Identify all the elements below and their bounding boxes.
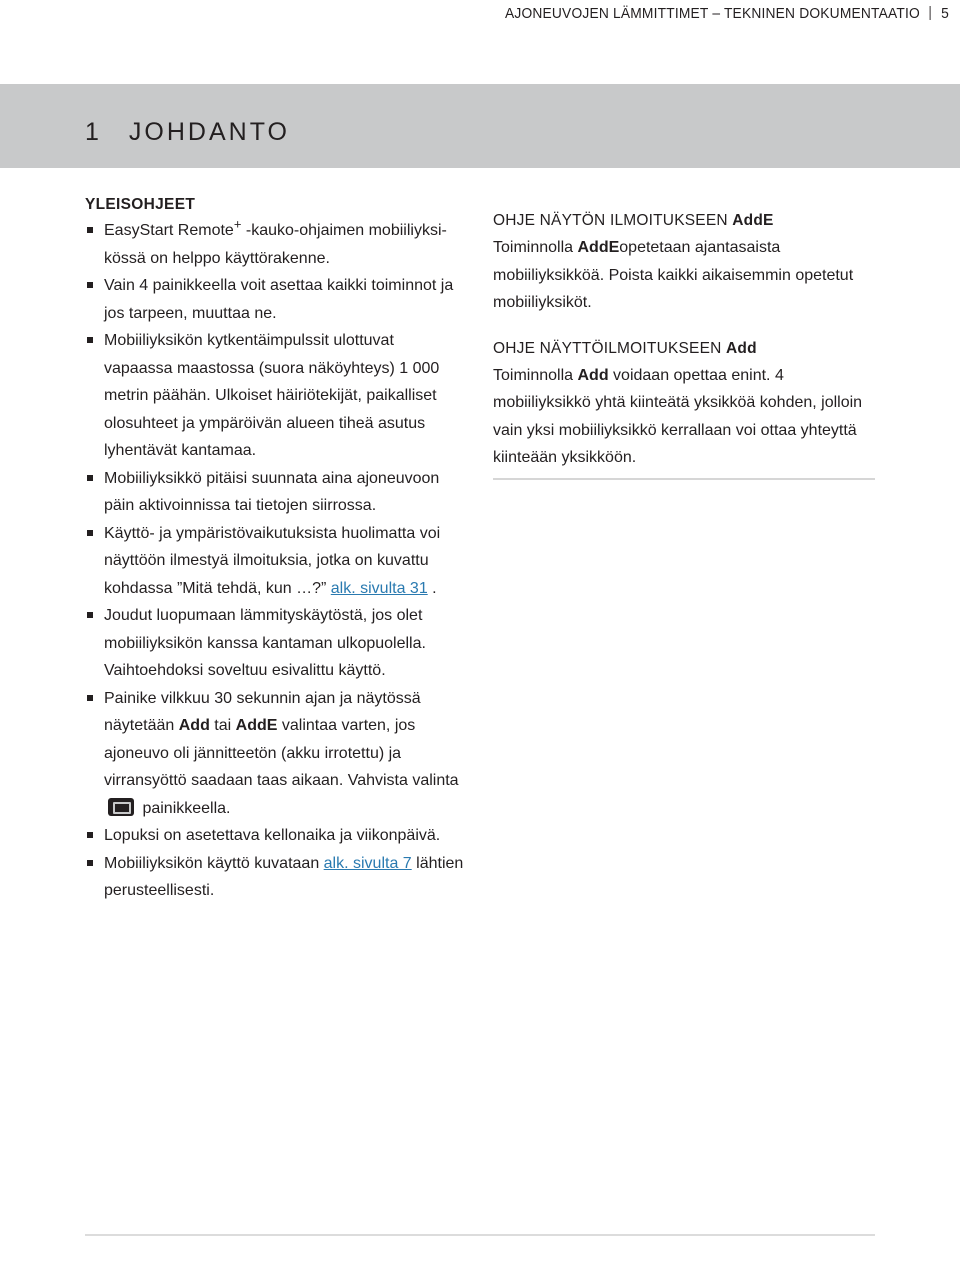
list-item-text: lähtien perusteellisesti. [104, 854, 464, 899]
note-text-part: Toiminnolla [493, 366, 578, 384]
note-text-code: Add [577, 366, 609, 384]
list-item [85, 465, 465, 520]
list-item [85, 272, 465, 327]
note-heading [493, 207, 875, 234]
list-item-text: Mobiiliyksikön kytkentäimpulssit ulottuvat vapaassa maastossa (suora näköyhteys) 1 000 metrin päähän. Ulkoiset häiriötekijät, paikalliset olosuhteet ja ympäröivän alueen tiheä asutus lyhentävät kantamaa. [104, 332, 440, 459]
note-text-part: opetetaan ajantasaista mobiiliyksikköä. Poista kaikki aikaisemmin opetetut mobiiliyksiköt. [493, 239, 854, 311]
note-add [493, 335, 875, 472]
adde-label: AddE [235, 717, 278, 734]
note-text [493, 362, 875, 472]
right-column-divider [493, 478, 875, 480]
list-item [85, 520, 465, 603]
list-item-text: valintaa varten, jos ajoneuvo oli jännitteetön (akku irrotettu) ja virransyöttö saadaan taas aikaan. Vahvista valinta [104, 717, 459, 789]
footer-divider [85, 1234, 875, 1236]
list-item-text: . [427, 579, 437, 597]
list-item-text: painikkeella. [138, 799, 231, 817]
page-link[interactable]: alk. sivulta 7 [323, 854, 412, 872]
list-item-text: EasyStart Remote [104, 222, 234, 239]
note-text-code: AddE [577, 239, 620, 256]
section-heading: YLEISOHJEET [85, 196, 196, 213]
list-item [85, 685, 465, 823]
running-header [77, 0, 960, 26]
page-link[interactable]: alk. sivulta 31 [330, 579, 428, 597]
running-header-title: AJONEUVOJEN LÄMMITTIMET – TEKNINEN DOKUMENTAATIO [504, 4, 920, 22]
list-item-text: -kauko-ohjaimen mobiiliyksi- [241, 222, 447, 239]
list-item-text: tai [209, 717, 236, 734]
chapter-name: JOHDANTO [128, 118, 290, 146]
note-heading-code: Add [726, 339, 757, 357]
list-item-text: Mobiiliyksikkö pitäisi suunnata aina ajoneuvoon päin aktivoinnissa tai tietojen siirrossa. [104, 469, 440, 514]
list-item-text: Painike vilkkuu 30 sekunnin ajan ja näytössä näytetään [104, 689, 421, 734]
right-column [493, 207, 875, 490]
note-text-part: Toiminnolla [493, 239, 578, 256]
list-item [85, 327, 465, 465]
note-heading-text: OHJE NÄYTÖN ILMOITUKSEEN [493, 212, 733, 229]
list-item-text: Joudut luopumaan lämmityskäytöstä, jos olet mobiiliyksikön kanssa kantaman ulkopuolella. Vaihtoehdoksi soveltuu esivalittu käyttö. [104, 607, 426, 679]
instruction-list [85, 217, 465, 905]
chapter-title [85, 118, 290, 147]
list-item [85, 602, 465, 685]
list-item-text: Lopuksi on asetettava kellonaika ja viikonpäivä. [104, 827, 441, 844]
page-number: 5 [941, 4, 949, 22]
display-key-icon [108, 798, 134, 816]
note-text [493, 234, 875, 317]
note-heading-text: OHJE NÄYTTÖILMOITUKSEEN [493, 339, 727, 357]
note-heading-code: AddE [732, 212, 774, 229]
list-item [85, 850, 465, 905]
list-item [85, 217, 465, 272]
header-separator [930, 6, 931, 20]
note-text-part: voidaan opettaa enint. 4 mobiiliyksikkö yhtä kiinteätä yksikköä kohden, jolloin vain yksi mobiiliyksikkö kerrallaan voi ottaa yhteyttä kiinteään yksikköön. [493, 366, 863, 466]
chapter-number: 1 [85, 118, 102, 146]
list-item-text: Mobiiliyksikön käyttö kuvataan [104, 854, 324, 872]
list-item-text: kössä on helppo käyttörakenne. [104, 249, 330, 267]
superscript-plus: + [233, 216, 242, 232]
note-heading [493, 335, 875, 362]
add-label: Add [178, 717, 210, 734]
list-item [85, 822, 465, 850]
list-item-text: Vain 4 painikkeella voit asettaa kaikki toiminnot ja jos tarpeen, muuttaa ne. [104, 277, 454, 322]
note-adde [493, 207, 875, 317]
list-item-text: Käyttö- ja ympäristövaikutuksista huolimatta voi näyttöön ilmestyä ilmoituksia, jotka on kuvattu kohdassa ”Mitä tehdä, kun …?” [104, 524, 441, 597]
left-column [85, 196, 465, 905]
